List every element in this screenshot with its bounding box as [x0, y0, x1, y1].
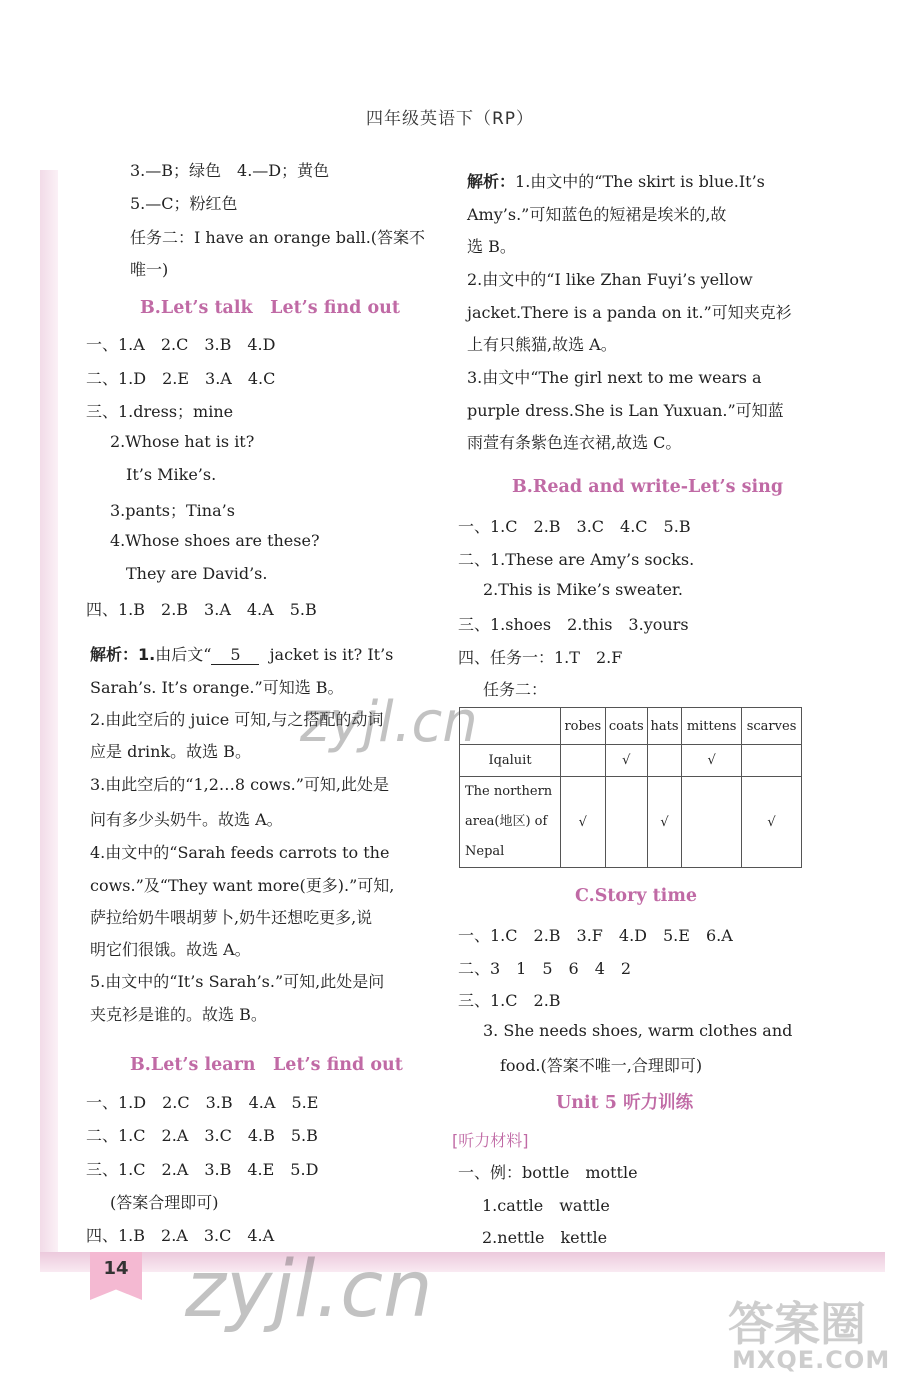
- analysis-label: 解析：: [467, 172, 516, 191]
- table-header: hats: [647, 708, 681, 745]
- answer-line: 唯一): [130, 260, 169, 279]
- answer-line: It’s Mike’s.: [126, 465, 217, 484]
- answer-line: 三、1.C 2.B: [458, 991, 561, 1010]
- section-title: B.Let’s learn Let’s find out: [130, 1055, 403, 1075]
- answer-line: 四、任务一：1.T 2.F: [458, 648, 623, 667]
- answer-line: 一、1.C 2.B 3.F 4.D 5.E 6.A: [458, 926, 733, 945]
- answer-line: (答案合理即可): [110, 1193, 219, 1212]
- table-row-label: The northern area(地区) of Nepal: [460, 777, 561, 868]
- analysis-line: 选 B。: [467, 237, 516, 256]
- analysis-line: jacket.There is a panda on it.”可知夹克衫: [467, 303, 792, 322]
- clothing-table: [459, 707, 802, 868]
- watermark: zyjl.cn: [185, 1245, 433, 1335]
- answer-line: 4.Whose shoes are these?: [110, 531, 320, 550]
- analysis-text: 由后文“: [155, 645, 212, 664]
- analysis-line: 上有只熊猫,故选 A。: [467, 335, 617, 354]
- table-cell: √: [742, 777, 802, 868]
- section-title: B.Let’s talk Let’s find out: [140, 298, 400, 318]
- answer-line: 三、1.dress；mine: [86, 402, 234, 421]
- table-cell: √: [682, 745, 742, 777]
- answer-line: 2.Whose hat is it?: [110, 432, 255, 451]
- answer-line: 3. She needs shoes, warm clothes and: [483, 1021, 793, 1040]
- analysis-first-line: [467, 169, 765, 192]
- answer-line: 3.—B；绿色 4.—D；黄色: [130, 161, 330, 180]
- table-cell: [682, 777, 742, 868]
- analysis-first-line: [90, 642, 393, 665]
- answer-line: 任务二：I have an orange ball.(答案不: [130, 228, 426, 247]
- answer-line: 一、例：bottle mottle: [458, 1163, 638, 1182]
- analysis-line: 应是 drink。故选 B。: [90, 742, 251, 761]
- answer-line: 2.This is Mike’s sweater.: [483, 580, 683, 599]
- table-header: [460, 708, 561, 745]
- watermark: zyjl.cn: [300, 690, 478, 755]
- analysis-line: 问有多少头奶牛。故选 A。: [90, 810, 283, 829]
- answer-line: 二、1.D 2.E 3.A 4.C: [86, 369, 276, 388]
- answer-line: 二、1.C 2.A 3.C 4.B 5.B: [86, 1126, 318, 1145]
- bottom-decor-bar: [40, 1252, 885, 1272]
- analysis-line: cows.”及“They want more(更多).”可知,: [90, 876, 395, 895]
- table-row: [460, 777, 802, 868]
- section-title: B.Read and write-Let’s sing: [512, 477, 784, 497]
- watermark-logo: 答案圈: [728, 1297, 866, 1351]
- table-header: coats: [605, 708, 647, 745]
- table-row: [460, 745, 802, 777]
- table-cell: [561, 745, 606, 777]
- table-header: mittens: [682, 708, 742, 745]
- answer-line: 任务二：: [483, 680, 548, 699]
- analysis-label: 解析：1.: [90, 645, 156, 664]
- analysis-line: 2.由文中的“I like Zhan Fuyi’s yellow: [467, 270, 753, 289]
- analysis-line: purple dress.She is Lan Yuxuan.”可知蓝: [467, 401, 784, 420]
- table-cell: [647, 745, 681, 777]
- analysis-line: 雨萱有条紫色连衣裙,故选 C。: [467, 433, 682, 452]
- answer-line: 四、1.B 2.A 3.C 4.A: [86, 1226, 275, 1245]
- answer-line: 一、1.C 2.B 3.C 4.C 5.B: [458, 517, 691, 536]
- page-header: 四年级英语下（RP）: [365, 109, 535, 129]
- analysis-text: 1.由文中的“The skirt is blue.It’s: [515, 172, 765, 191]
- analysis-line: 2.由此空后的 juice 可知,与之搭配的动词: [90, 710, 384, 729]
- table-cell: [605, 777, 647, 868]
- analysis-line: 4.由文中的“Sarah feeds carrots to the: [90, 843, 390, 862]
- answer-line: 四、1.B 2.B 3.A 4.A 5.B: [86, 600, 317, 619]
- answer-line: 2.nettle kettle: [482, 1228, 608, 1247]
- section-title: C.Story time: [575, 886, 697, 906]
- analysis-line: Amy’s.”可知蓝色的短裙是埃米的,故: [467, 205, 727, 224]
- analysis-line: 明它们很饿。故选 A。: [90, 940, 251, 959]
- listening-material-tag: [听力材料]: [452, 1131, 529, 1150]
- fill-blank: 5: [211, 645, 259, 665]
- answer-line: 二、3 1 5 6 4 2: [458, 959, 632, 978]
- table-cell: √: [647, 777, 681, 868]
- answer-line: They are David’s.: [126, 564, 268, 583]
- page-number: 14: [103, 1258, 129, 1279]
- analysis-text: jacket is it? It’s: [269, 645, 394, 664]
- section-title: Unit 5 听力训练: [556, 1093, 694, 1113]
- analysis-line: 萨拉给奶牛喂胡萝卜,奶牛还想吃更多,说: [90, 908, 373, 927]
- table-cell: √: [605, 745, 647, 777]
- analysis-line: 3.由文中“The girl next to me wears a: [467, 368, 762, 387]
- table-cell: [742, 745, 802, 777]
- left-decor-strip: [40, 170, 58, 1255]
- analysis-line: 夹克衫是谁的。故选 B。: [90, 1005, 267, 1024]
- table-row-label: Iqaluit: [460, 745, 561, 777]
- analysis-line: Sarah’s. It’s orange.”可知选 B。: [90, 678, 344, 697]
- answer-line: 二、1.These are Amy’s socks.: [458, 550, 695, 569]
- table-header: scarves: [742, 708, 802, 745]
- analysis-line: 5.由文中的“It’s Sarah’s.”可知,此处是问: [90, 972, 385, 991]
- answer-line: 一、1.D 2.C 3.B 4.A 5.E: [86, 1093, 319, 1112]
- answer-line: 三、1.shoes 2.this 3.yours: [458, 615, 689, 634]
- answer-line: 一、1.A 2.C 3.B 4.D: [86, 335, 276, 354]
- answer-line: 3.pants；Tina’s: [110, 501, 235, 520]
- answer-line: 5.—C；粉红色: [130, 194, 238, 213]
- watermark-site: MXQE.COM: [732, 1346, 891, 1374]
- analysis-line: 3.由此空后的“1,2…8 cows.”可知,此处是: [90, 775, 390, 794]
- table-cell: √: [561, 777, 606, 868]
- table-header-row: [460, 708, 802, 745]
- answer-line: food.(答案不唯一,合理即可): [500, 1056, 703, 1075]
- table-header: robes: [561, 708, 606, 745]
- answer-line: 三、1.C 2.A 3.B 4.E 5.D: [86, 1160, 319, 1179]
- answer-line: 1.cattle wattle: [482, 1196, 610, 1215]
